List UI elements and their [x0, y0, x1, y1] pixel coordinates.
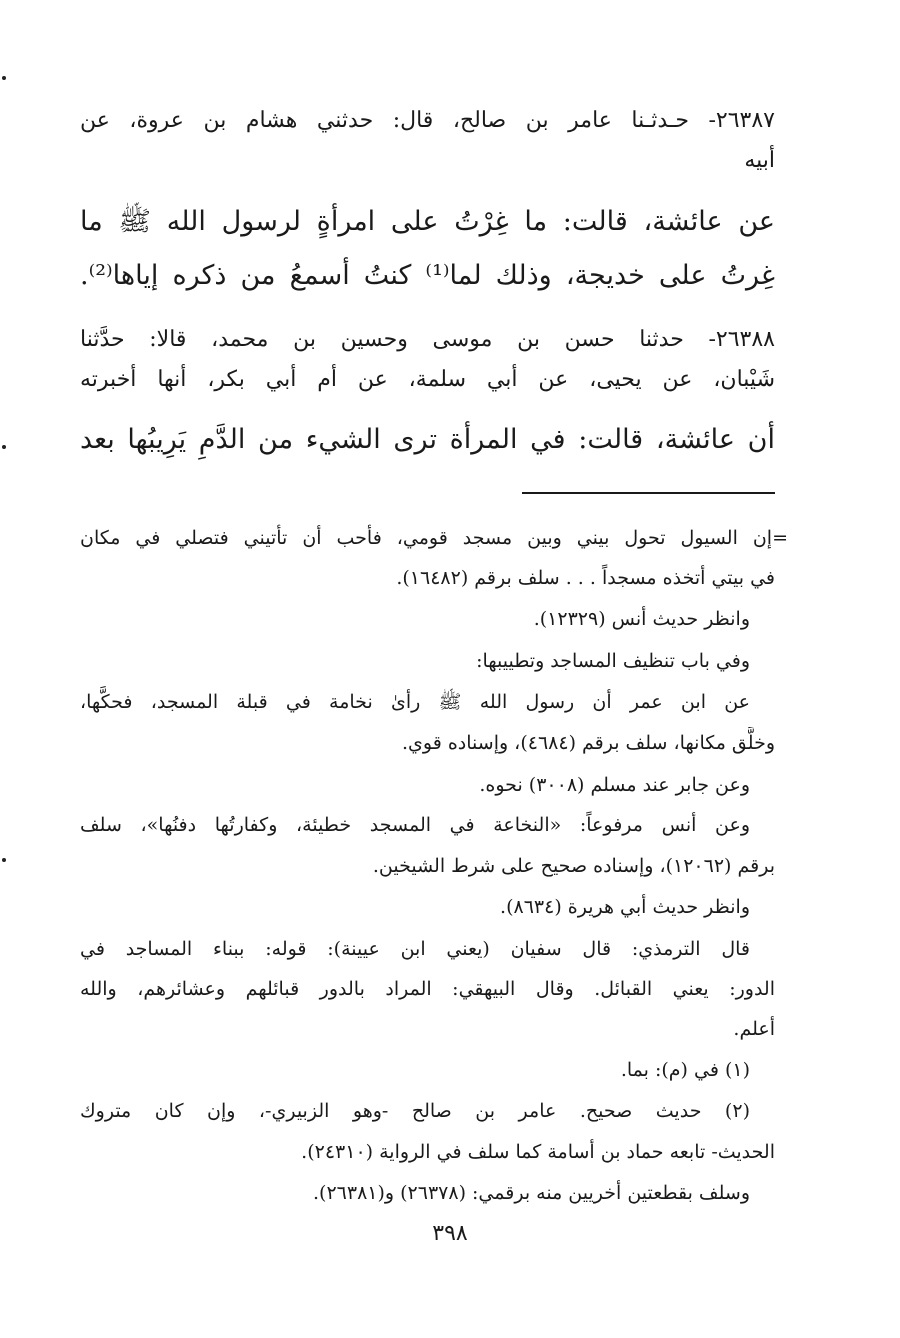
- page-number: ٣٩٨: [432, 1221, 468, 1246]
- footnote-line: وفي باب تنظيف المساجد وتطييبها:: [476, 650, 750, 672]
- scan-mark: [2, 445, 6, 449]
- footnote-line: وعن جابر عند مسلم (٣٠٠٨) نحوه.: [479, 774, 750, 796]
- hadith-26388-line-1: ٢٦٣٨٨- حدثنا حسن بن موسى وحسين بن محمد، قالا: حدَّثنا: [80, 327, 775, 352]
- footnote-separator: [522, 492, 775, 494]
- footnote-line: عن ابن عمر أن رسول الله ﷺ رأىٰ نخامة في قبلة المسجد، فحكَّها،: [80, 691, 750, 713]
- footnote-line: =إن السيول تحول بيني وبين مسجد قومي، فأحب أن تأتيني فتصلي في مكان: [80, 527, 788, 549]
- footnote-line: برقم (١٢٠٦٢)، وإسناده صحيح على شرط الشيخين.: [372, 855, 775, 877]
- footnote-1: (١) في (م): بما.: [620, 1059, 750, 1081]
- footnote-line: وعن أنس مرفوعاً: «النخاعة في المسجد خطيئة، وكفارتُها دفنُها»، سلف: [80, 814, 750, 836]
- footnote-line: في بيتي أتخذه مسجداً . . . سلف برقم (١٦٤٨٢).: [396, 567, 775, 589]
- footnote-line: أعلم.: [733, 1018, 775, 1040]
- hadith-26387-line-4: غِرتُ على خديجة، وذلك لما⁽¹⁾ كنتُ أسمعُ من ذكره إياها⁽²⁾.: [80, 260, 775, 291]
- footnote-line: الدور: يعني القبائل. وقال البيهقي: المراد بالدور قبائلهم وعشائرهم، والله: [80, 978, 775, 1000]
- hadith-26388-line-3: أن عائشة، قالت: في المرأة ترى الشيء من الدَّمِ يَرِيبُها بعد: [80, 424, 775, 455]
- hadith-26387-line-3: عن عائشة، قالت: ما غِرْتُ على امرأةٍ لرسول الله ﷺ ما: [80, 206, 775, 237]
- hadith-26388-line-2: شَيْبان، عن يحيى، عن أبي سلمة، عن أم أبي بكر، أنها أخبرته: [80, 367, 775, 392]
- footnote-line: الحديث- تابعه حماد بن أسامة كما سلف في الرواية (٢٤٣١٠).: [301, 1141, 775, 1163]
- scan-mark: [2, 858, 6, 862]
- footnote-line: قال الترمذي: قال سفيان (يعني ابن عيينة): قوله: ببناء المساجد في: [80, 938, 750, 960]
- footnote-line: وخلَّق مكانها، سلف برقم (٤٦٨٤)، وإسناده قوي.: [401, 732, 775, 754]
- hadith-26387-line-2: أبيه: [744, 148, 775, 173]
- footnote-2: (٢) حديث صحيح. عامر بن صالح -وهو الزبيري-، وإن كان متروك: [80, 1100, 750, 1122]
- footnote-line: وسلف بقطعتين أخريين منه برقمي: (٢٦٣٧٨) و(٢٦٣٨١).: [313, 1182, 750, 1204]
- footnote-line: وانظر حديث أبي هريرة (٨٦٣٤).: [500, 896, 750, 918]
- scan-mark: [2, 76, 6, 80]
- footnote-line: وانظر حديث أنس (١٢٣٢٩).: [533, 608, 750, 630]
- hadith-26387-line-1: ٢٦٣٨٧- حـدثـنا عامر بن صالح، قال: حدثني هشام بن عروة، عن: [80, 108, 775, 133]
